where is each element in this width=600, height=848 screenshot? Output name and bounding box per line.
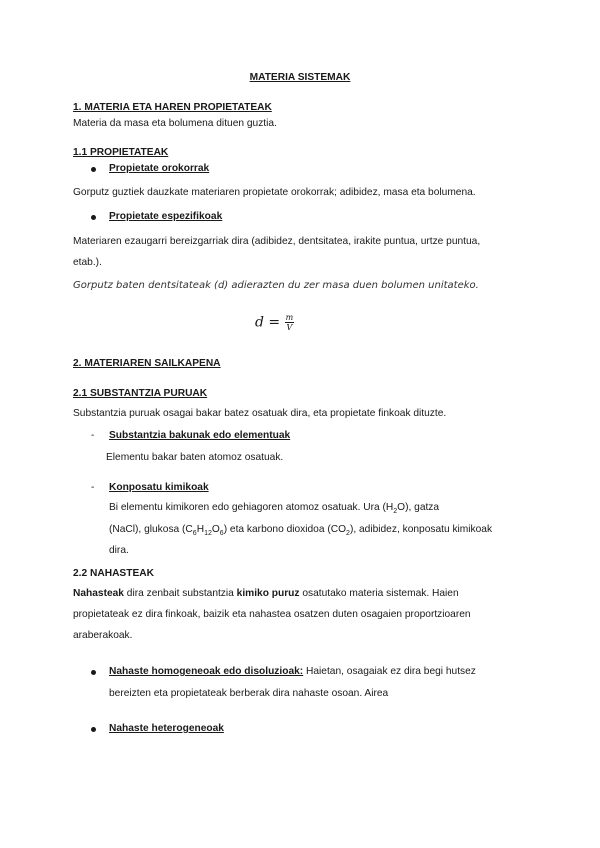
section-1-heading: 1. MATERIA ETA HAREN PROPIETATEAK [73,102,272,113]
text-fragment: O [211,524,220,535]
bullet-icon [91,215,96,220]
text-fragment: ) eta karbono dioxidoa (CO [223,524,347,535]
formula-numerator: m [285,313,294,322]
text-fragment: H [196,524,205,535]
compounds-label: Konposatu kimikoak [109,482,209,493]
subscript: 12 [204,530,212,538]
bullet-icon [91,167,96,172]
bullet-general-properties-label: Propietate orokorrak [109,163,210,174]
subsection-2-2-heading: 2.2 NAHASTEAK [73,568,154,579]
text-fragment: ), adibidez, konposatu kimikoak [349,524,493,535]
compounds-text-line1 [109,502,439,515]
dash-icon: - [91,482,95,493]
formula-lhs: d = [255,314,281,331]
elements-text: Elementu bakar baten atomoz osatuak. [106,452,284,463]
density-sentence: Gorputz baten dentsitateak (d) adierazten du zer masa duen bolumen unitateko. [73,280,479,291]
section-2-heading: 2. MATERIAREN SAILKAPENA [73,358,221,369]
bullet-icon [91,670,96,675]
density-formula [255,313,294,332]
text-fragment: Bi elementu kimikoren edo gehiagoren atomoz osatuak. Ura (H [109,502,394,513]
compounds-text-line2 [109,524,492,537]
document-title: MATERIA SISTEMAK [249,72,351,83]
specific-properties-text-line1: Materiaren ezaugarri bereizgarriak dira (adibidez, dentsitatea, irakite puntua, urtze puntua, [73,236,481,247]
elements-label: Substantzia bakunak edo elementuak [109,430,291,441]
subscript: 2 [346,530,350,538]
subsection-2-1-heading: 2.1 SUBSTANTZIA PURUAK [73,388,208,399]
homogeneous-line2: bereizten eta propietateak berberak dira nahaste osoan. Airea [109,688,389,699]
text-fragment: osatutako materia sistemak. Haien [299,588,459,599]
text-fragment: O), gatza [397,502,440,513]
formula-fraction [285,313,295,332]
text-fragment: dira zenbait substantzia [123,588,237,599]
compounds-text-line3: dira. [109,545,129,556]
mixtures-paragraph-line3: araberakoak. [73,630,133,641]
text-fragment: (NaCl), glukosa (C [109,524,193,535]
bullet-specific-properties-label: Propietate espezifikoak [109,211,223,222]
subscript: 2 [393,508,398,516]
section-1-intro: Materia da masa eta bolumena dituen guztia. [73,118,277,129]
homogeneous-label: Nahaste homogeneoak edo disoluzioak: [109,666,304,677]
bold-term: kimiko puruz [236,588,300,599]
pure-substances-text: Substantzia puruak osagai bakar batez osatuak dira, eta propietate finkoak dituzte. [73,408,447,419]
specific-properties-text-line2: etab.). [73,257,102,268]
subscript: 6 [219,530,224,538]
general-properties-text: Gorputz guztiek dauzkate materiaren propietate orokorrak; adibidez, masa eta bolumena. [73,187,476,198]
formula-denominator: V [286,323,293,332]
subsection-1-1-heading: 1.1 PROPIETATEAK [73,147,169,158]
subscript: 6 [192,530,197,538]
homogeneous-line1 [109,666,476,677]
dash-icon: - [91,430,95,441]
bullet-icon [91,727,96,732]
bold-term: Nahasteak [73,588,124,599]
heterogeneous-label: Nahaste heterogeneoak [109,723,224,734]
mixtures-paragraph-line1 [73,588,459,599]
text-fragment: Haietan, osagaiak ez dira begi hutsez [303,666,476,677]
mixtures-paragraph-line2: propietateak ez dira finkoak, baizik eta nahastea osatzen duten osagaien proportzioaren [73,609,471,620]
